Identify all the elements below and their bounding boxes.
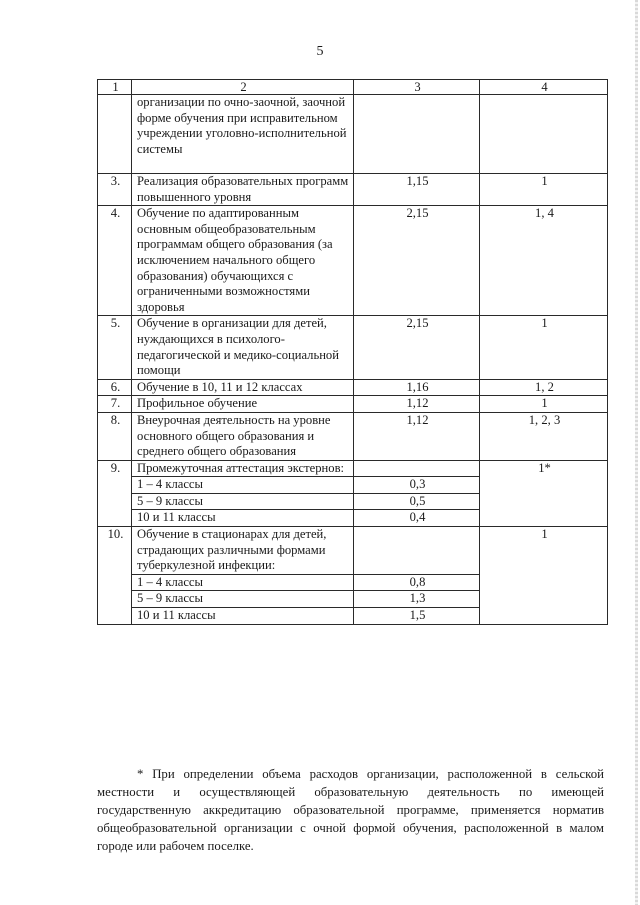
- row-text: Обучение по адаптированным основным общеобразовательным программам общего образования (за исключением начального общего образования) обучающихся с ограниченными возможностями здоровья: [132, 206, 354, 316]
- footnote: * При определении объема расходов организации, расположенной в сельской местности и осуществляющей образовательную деятельность по имеющей государственную аккредитацию образовательной программе, применяется норматив общеобразовательной организации с очной формой обучения, расположенной в малом городе или рабочем поселке.: [97, 767, 604, 853]
- table-row: [98, 316, 608, 379]
- subrow-coefficient: 0,5: [354, 493, 480, 510]
- table-row: [98, 396, 608, 413]
- row-coefficient: 1,16: [354, 379, 480, 396]
- table-header-row: [98, 80, 608, 95]
- table-row: [98, 174, 608, 206]
- row-text: организации по очно-заочной, заочной форме обучения при исправительном учреждении уголовно-исполнительной системы: [132, 95, 354, 174]
- subrow-coefficient: 0,4: [354, 510, 480, 527]
- subrow-label: 1 – 4 классы: [132, 477, 354, 494]
- subrow-coefficient: 1,5: [354, 608, 480, 625]
- subrow-label: 1 – 4 классы: [132, 574, 354, 591]
- table-row: [98, 379, 608, 396]
- row-number: 5.: [98, 316, 132, 379]
- row-note: 1*: [480, 460, 608, 526]
- row-note: 1: [480, 396, 608, 413]
- table-row: [98, 460, 608, 477]
- row-note: 1: [480, 527, 608, 625]
- row-text: Профильное обучение: [132, 396, 354, 413]
- row-text: Реализация образовательных программ повышенного уровня: [132, 174, 354, 206]
- row-coefficient: 1,15: [354, 174, 480, 206]
- row-text: Обучение в 10, 11 и 12 классах: [132, 379, 354, 396]
- table-row: [98, 206, 608, 316]
- subrow-label: 5 – 9 классы: [132, 493, 354, 510]
- page-number: 5: [316, 44, 324, 59]
- row-number: [98, 95, 132, 174]
- scan-edge-artifact: [635, 0, 638, 905]
- row-note: 1, 2, 3: [480, 412, 608, 460]
- row-coefficient: 2,15: [354, 206, 480, 316]
- row-note: 1, 2: [480, 379, 608, 396]
- row-coefficient: 1,12: [354, 396, 480, 413]
- subrow-label: 5 – 9 классы: [132, 591, 354, 608]
- row-text: Обучение в стационарах для детей, страдающих различными формами туберкулезной инфекции:: [132, 527, 354, 575]
- row-text: Внеурочная деятельность на уровне основного общего образования и среднего общего образования: [132, 412, 354, 460]
- row-coefficient: [354, 95, 480, 174]
- header-cell-2: 2: [132, 80, 354, 95]
- row-number: 9.: [98, 460, 132, 526]
- row-text: Обучение в организации для детей, нуждающихся в психолого-педагогической и медико-социальной помощи: [132, 316, 354, 379]
- table-row: [98, 412, 608, 460]
- subrow-coefficient: 0,8: [354, 574, 480, 591]
- row-text: Промежуточная аттестация экстернов:: [132, 460, 354, 477]
- row-note: 1: [480, 174, 608, 206]
- subrow-label: 10 и 11 классы: [132, 510, 354, 527]
- subrow-coefficient: 0,3: [354, 477, 480, 494]
- row-number: 7.: [98, 396, 132, 413]
- row-coefficient: [354, 460, 480, 477]
- row-note: [480, 95, 608, 174]
- table-row-continued: [98, 95, 608, 174]
- header-cell-1: 1: [98, 80, 132, 95]
- row-number: 3.: [98, 174, 132, 206]
- row-coefficient: 2,15: [354, 316, 480, 379]
- row-note: 1: [480, 316, 608, 379]
- header-cell-3: 3: [354, 80, 480, 95]
- row-coefficient: 1,12: [354, 412, 480, 460]
- row-number: 4.: [98, 206, 132, 316]
- subrow-coefficient: 1,3: [354, 591, 480, 608]
- row-number: 6.: [98, 379, 132, 396]
- subrow-label: 10 и 11 классы: [132, 608, 354, 625]
- row-note: 1, 4: [480, 206, 608, 316]
- row-coefficient: [354, 527, 480, 575]
- coefficients-table: [97, 79, 608, 625]
- table-row: [98, 527, 608, 575]
- row-number: 8.: [98, 412, 132, 460]
- row-number: 10.: [98, 527, 132, 625]
- header-cell-4: 4: [480, 80, 608, 95]
